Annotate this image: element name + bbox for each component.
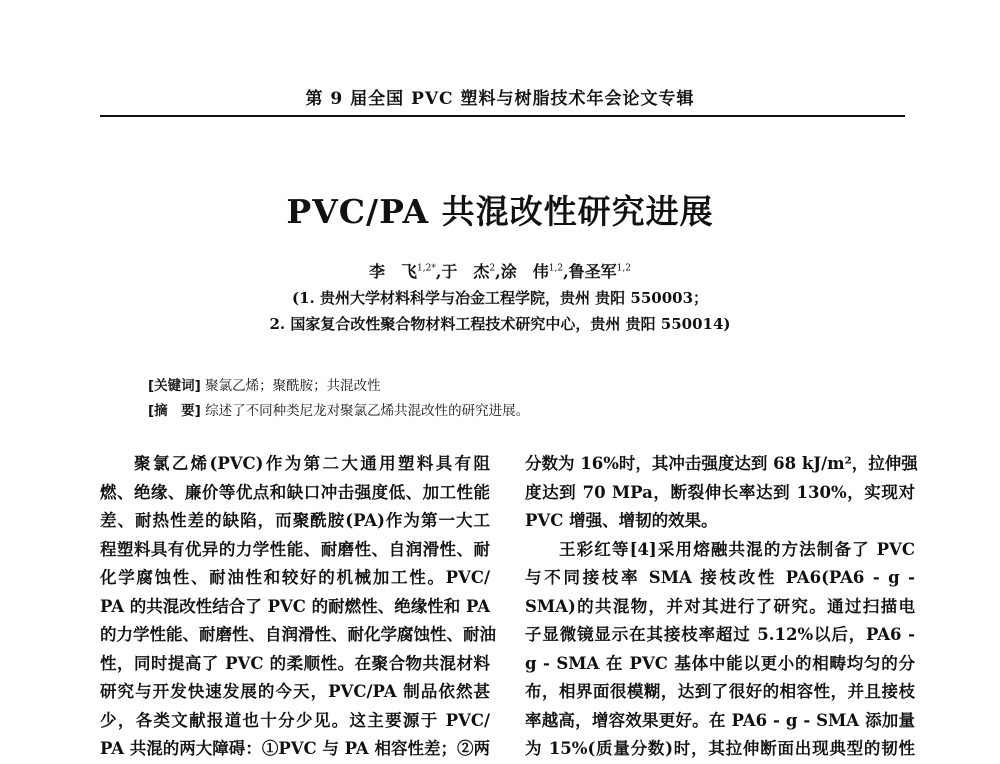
body-right-column (525, 450, 918, 764)
text-line: PA 的共混改性结合了 PVC 的耐燃性、绝缘性和 PA (100, 596, 490, 616)
text-line: 为 15%(质量分数)时，其拉伸断面出现典型的韧性 (525, 739, 915, 758)
author: 鲁圣军$^{1,2}$ (568, 262, 631, 281)
text-line: 王彩红等[4]采用熔融共混的方法制备了 PVC (559, 539, 915, 559)
keywords-label: [关键词] (148, 378, 201, 394)
author-list: 李 飞$^{1,2*}$,于 杰$^2$,涂 伟$^{1,2}$,鲁圣军$^{1,2}$ (368, 262, 631, 281)
header-rule (100, 115, 905, 117)
abstract (148, 399, 529, 419)
text-line: 分数为 16%时，其冲击强度达到 68 kJ/m²，拉伸强 (525, 454, 918, 473)
text-line: 的力学性能、耐磨性、自润滑性、耐化学腐蚀性、耐油 (100, 625, 496, 644)
text-line: 燃、绝缘、廉价等优点和缺口冲击强度低、加工性能 (100, 482, 490, 502)
author: 于 杰$^2$ (441, 262, 496, 281)
text-line: 少，各类文献报道也十分少见。这主要源于 PVC/ (100, 710, 490, 730)
abstract-text: 综述了不同种类尼龙对聚氯乙烯共混改性的研究进展。 (205, 403, 530, 419)
author: 李 飞$^{1,2*}$ (368, 262, 436, 281)
text-line: 性，同时提高了 PVC 的柔顺性。在聚合物共混材料 (100, 653, 490, 673)
text-line: 与不同接枝率 SMA 接枝改性 PA6(PA6 - g - (525, 568, 915, 587)
affiliation-1: (1. 贵州大学材料科学与冶金工程学院，贵州 贵阳 550003； (291, 289, 709, 307)
text-line: 度达到 70 MPa，断裂伸长率达到 130%，实现对 (525, 482, 915, 502)
text-line: g - SMA 在 PVC 基体中能以更小的相畴均匀的分 (525, 653, 915, 673)
keywords (148, 374, 381, 394)
text-line: PVC 增强、增韧的效果。 (525, 511, 718, 530)
text-line: 布，相界面很模糊，达到了很好的相容性，并且接枝 (525, 682, 915, 701)
text-line: 差、耐热性差的缺陷，而聚酰胺(PA)作为第一大工 (100, 511, 490, 530)
text-line: 化学腐蚀性、耐油性和较好的机械加工性。PVC/ (100, 568, 490, 587)
text-line: SMA)的共混物，并对其进行了研究。通过扫描电 (525, 596, 915, 616)
paper-title: PVC/PA 共混改性研究进展 (286, 192, 714, 231)
body-left-column (100, 450, 496, 764)
author: 涂 伟$^{1,2}$ (500, 262, 564, 281)
keywords-text: 聚氯乙烯；聚酰胺；共混改性 (205, 378, 381, 394)
text-line: 率越高，增容效果更好。在 PA6 - g - SMA 添加量 (525, 710, 915, 730)
running-header: 第 9 届全国 PVC 塑料与树脂技术年会论文专辑 (305, 89, 695, 109)
text-line: 聚氯乙烯(PVC)作为第二大通用塑料具有阻 (134, 454, 490, 473)
text-line: 研究与开发快速发展的今天，PVC/PA 制品依然甚 (100, 682, 490, 701)
text-line: PA 共混的两大障碍：①PVC 与 PA 相容性差；②两 (100, 739, 490, 758)
text-line: 程塑料具有优异的力学性能、耐磨性、自润滑性、耐 (100, 539, 490, 559)
affiliation-2: 2. 国家复合改性聚合物材料工程技术研究中心，贵州 贵阳 550014) (269, 315, 731, 333)
text-line: 子显微镜显示在其接枝率超过 5.12%以后，PA6 - (525, 625, 915, 644)
abstract-label: [摘 要] (148, 403, 201, 419)
